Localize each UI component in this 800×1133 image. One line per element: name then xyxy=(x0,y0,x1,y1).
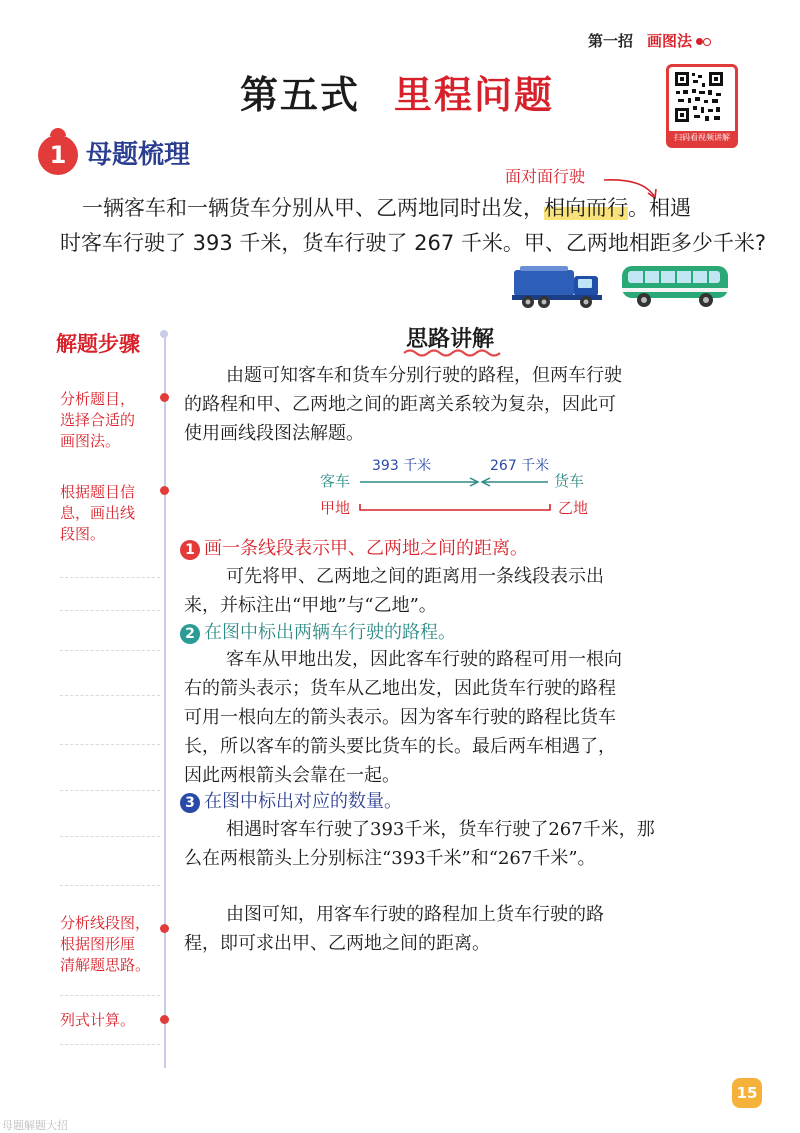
divider xyxy=(60,650,160,651)
problem-line-1 xyxy=(82,193,691,223)
sub-step-1-text: 画一条线段表示甲、乙两地之间的距离。 xyxy=(204,538,528,559)
annotation-note: 面对面行驶 xyxy=(505,167,586,186)
paragraph-5-line-2: 程，即可求出甲、乙两地之间的距离。 xyxy=(184,933,490,954)
sub-step-3 xyxy=(180,789,402,815)
paragraph-1-line-2: 的路程和甲、乙两地之间的距离关系较为复杂，因此可 xyxy=(184,394,616,415)
paragraph-1-line-3: 使用画线段图法解题。 xyxy=(184,423,364,444)
right-value-label: 267 千米 xyxy=(490,458,550,474)
left-place-label: 甲地 xyxy=(320,499,351,517)
ring-dot-icon xyxy=(703,38,711,46)
step-1-dot xyxy=(160,393,169,402)
step-2-dot xyxy=(160,486,169,495)
divider xyxy=(60,836,160,837)
sub-step-2 xyxy=(180,620,456,646)
problem-line-2: 时客车行驶了 393 千米，货车行驶了 267 千米。甲、乙两地相距多少千米? xyxy=(60,231,767,255)
qr-code-icon xyxy=(674,71,724,123)
watermark: 母题解题大招 xyxy=(2,1119,68,1132)
problem-text-a: 一辆客车和一辆货车分别从甲、乙两地同时出发， xyxy=(82,196,544,220)
paragraph-1-line-1: 由题可知客车和货车分别行驶的路程，但两车行驶 xyxy=(226,365,622,386)
divider xyxy=(60,1044,160,1045)
divider xyxy=(60,744,160,745)
sub-step-2-number: 2 xyxy=(180,624,200,644)
steps-title: 解题步骤 xyxy=(56,332,140,356)
right-vehicle-label: 货车 xyxy=(554,472,585,490)
step-3 xyxy=(60,913,164,976)
truck-icon xyxy=(512,262,606,310)
step-2-line-3: 段图。 xyxy=(60,525,106,543)
red-dot-icon xyxy=(696,38,703,45)
sub-step-3-number: 3 xyxy=(180,793,200,813)
step-4-line-1: 列式计算。 xyxy=(60,1011,136,1029)
step-1-line-1: 分析题目， xyxy=(60,390,136,408)
right-place-label: 乙地 xyxy=(558,499,589,517)
title-part1: 第五式 xyxy=(240,73,361,117)
paragraph-3-line-1: 客车从甲地出发，因此客车行驶的路程可用一根向 xyxy=(226,649,622,670)
step-1-line-3: 画图法。 xyxy=(60,432,121,450)
sub-step-1-number: 1 xyxy=(180,540,200,560)
left-value-label: 393 千米 xyxy=(372,458,432,474)
paragraph-4-line-2: 么在两根箭头上分别标注“393千米”和“267千米”。 xyxy=(184,848,596,869)
step-3-line-3: 清解题思路。 xyxy=(60,956,151,974)
step-2-line-2: 息，画出线 xyxy=(60,504,136,522)
paragraph-2-line-1: 可先将甲、乙两地之间的距离用一条线段表示出 xyxy=(226,566,604,587)
divider xyxy=(60,577,160,578)
step-1-line-2: 选择合适的 xyxy=(60,411,136,429)
qr-code[interactable] xyxy=(666,64,738,148)
paragraph-3-line-3: 可用一根向左的箭头表示。因为客车行驶的路程比货车 xyxy=(184,707,616,728)
title-part2: 里程问题 xyxy=(394,73,555,117)
step-2 xyxy=(60,482,156,545)
sub-step-2-text: 在图中标出两辆车行驶的路程。 xyxy=(204,622,456,643)
divider xyxy=(60,995,160,996)
qr-caption: 扫码看视频讲解 xyxy=(669,131,735,145)
page-title xyxy=(240,64,554,119)
step-1 xyxy=(60,389,156,452)
segment-diagram xyxy=(308,452,608,522)
chapter-label xyxy=(588,30,711,51)
analysis-title: 思路讲解 xyxy=(406,327,495,352)
timeline-line xyxy=(164,334,166,1068)
paragraph-2-line-2: 来，并标注出“甲地”与“乙地”。 xyxy=(184,595,437,616)
sub-step-1 xyxy=(180,536,528,562)
paragraph-4-line-1: 相遇时客车行驶了393千米，货车行驶了267千米，那 xyxy=(226,819,655,840)
left-vehicle-label: 客车 xyxy=(320,472,351,490)
divider xyxy=(60,695,160,696)
step-4 xyxy=(60,1010,156,1031)
page-number: 15 xyxy=(732,1078,762,1108)
step-3-line-1: 分析线段图， xyxy=(60,914,151,932)
bus-icon xyxy=(620,262,732,310)
section-title: 母题梳理 xyxy=(86,140,191,170)
divider xyxy=(60,610,160,611)
distance-segment xyxy=(360,504,550,510)
paragraph-3-line-5: 因此两根箭头会靠在一起。 xyxy=(184,765,400,786)
step-3-line-2: 根据图形厘 xyxy=(60,935,136,953)
sub-step-3-text: 在图中标出对应的数量。 xyxy=(204,791,402,812)
step-2-line-1: 根据题目信 xyxy=(60,483,136,501)
section-number-badge: 1 xyxy=(38,135,78,175)
divider xyxy=(60,790,160,791)
problem-text-b: 。相遇 xyxy=(628,196,691,220)
problem-highlight: 相向而行 xyxy=(544,196,628,220)
divider xyxy=(60,885,160,886)
step-3-dot xyxy=(160,924,169,933)
chapter-name: 第一招 xyxy=(588,32,634,50)
wave-underline-icon xyxy=(402,348,502,358)
paragraph-3-line-2: 右的箭头表示；货车从乙地出发，因此货车行驶的路程 xyxy=(184,678,616,699)
technique-name: 画图法 xyxy=(647,32,693,50)
paragraph-3-line-4: 长，所以客车的箭头要比货车的长。最后两车相遇了， xyxy=(184,736,616,757)
paragraph-5-line-1: 由图可知，用客车行驶的路程加上货车行驶的路 xyxy=(226,904,604,925)
step-4-dot xyxy=(160,1015,169,1024)
